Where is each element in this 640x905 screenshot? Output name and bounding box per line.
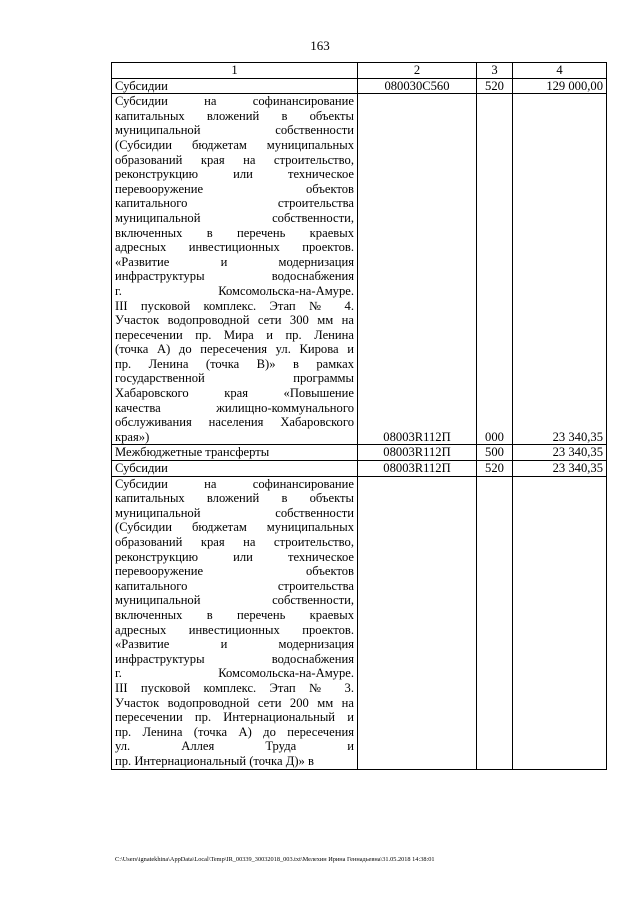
- description-line: пересечении пр. Интернациональный и: [115, 710, 354, 725]
- description-line: III пусковой комплекс. Этап № 4.: [115, 298, 354, 313]
- row-description: [112, 78, 358, 94]
- description-line: (точка А) до пересечения ул. Кирова и: [115, 342, 354, 357]
- row-amount: [513, 476, 607, 769]
- description-line: Субсидии: [115, 78, 168, 93]
- description-line: пересечении пр. Мира и пр. Ленина: [115, 327, 354, 342]
- row-code: [358, 476, 477, 769]
- row-expense-type: [477, 476, 513, 769]
- description-line: образований края на строительство,: [115, 535, 354, 549]
- row-expense-type: 500: [477, 445, 513, 461]
- description-line: образований края на строительство,: [115, 152, 354, 167]
- description-line: края»): [115, 429, 150, 444]
- row-expense-type: 520: [477, 78, 513, 94]
- description-line: адресных инвестиционных проектов.: [115, 622, 354, 637]
- row-code: 080030С560: [358, 78, 477, 94]
- table-row: [112, 94, 607, 445]
- table-row: [112, 476, 607, 769]
- description-line: муниципальной собственности: [115, 123, 354, 138]
- row-description: [112, 476, 358, 769]
- description-line: Субсидии на софинансирование: [115, 94, 354, 109]
- description-line: (Субсидии бюджетам муниципальных: [115, 520, 354, 535]
- description-line: инфраструктуры водоснабжения: [115, 651, 354, 666]
- description-line: Хабаровского края «Повышение: [115, 386, 354, 401]
- description-line: капитального строительства: [115, 196, 354, 211]
- description-line: включенных в перечень краевых: [115, 225, 354, 240]
- row-amount: 23 340,35: [513, 445, 607, 461]
- description-line: реконструкцию или техническое: [115, 549, 354, 564]
- description-line: инфраструктуры водоснабжения: [115, 269, 354, 284]
- header-col-1: 1: [112, 63, 358, 79]
- description-line: Участок водопроводной сети 200 мм на: [115, 695, 354, 710]
- description-line: перевооружение объектов: [115, 564, 354, 579]
- table-header-row: [112, 63, 607, 79]
- description-line: качества жилищно-коммунального: [115, 400, 354, 415]
- description-line: муниципальной собственности,: [115, 210, 354, 225]
- description-line: (Субсидии бюджетам муниципальных: [115, 137, 354, 152]
- description-line: Межбюджетные трансферты: [115, 445, 270, 460]
- description-line: Субсидии на софинансирование: [115, 476, 354, 491]
- description-line: капитальных вложений в объекты: [115, 491, 354, 506]
- header-col-4: 4: [513, 63, 607, 79]
- description-line: муниципальной собственности,: [115, 593, 354, 608]
- table-row: [112, 461, 607, 477]
- description-line: III пусковой комплекс. Этап № 3.: [115, 680, 354, 695]
- row-expense-type: 520: [477, 461, 513, 477]
- description-line: перевооружение объектов: [115, 181, 354, 196]
- row-description: [112, 94, 358, 445]
- description-line: капитальных вложений в объекты: [115, 108, 354, 123]
- row-code: 08003R112П: [358, 461, 477, 477]
- description-line: «Развитие и модернизация: [115, 254, 354, 269]
- row-expense-type: 000: [477, 94, 513, 445]
- row-description: [112, 461, 358, 477]
- description-line: пр. Ленина (точка В)» в рамках: [115, 356, 354, 371]
- row-amount: 23 340,35: [513, 94, 607, 445]
- table-row: [112, 445, 607, 461]
- description-line: «Развитие и модернизация: [115, 637, 354, 652]
- row-amount: 23 340,35: [513, 461, 607, 477]
- description-line: Участок водопроводной сети 300 мм на: [115, 313, 354, 328]
- description-line: капитального строительства: [115, 578, 354, 593]
- row-description: [112, 445, 358, 461]
- description-line: обслуживания населения Хабаровского: [115, 415, 354, 430]
- description-line: пр. Ленина (точка А) до пересечения: [115, 724, 354, 739]
- header-col-2: 2: [358, 63, 477, 79]
- description-line: г. Комсомольска-на-Амуре.: [115, 283, 354, 298]
- description-line: г. Комсомольска-на-Амуре.: [115, 666, 354, 681]
- budget-table: [111, 62, 607, 770]
- row-code: 08003R112П: [358, 445, 477, 461]
- description-line: пр. Интернациональный (точка Д)» в: [115, 753, 314, 768]
- description-line: адресных инвестиционных проектов.: [115, 240, 354, 255]
- description-line: включенных в перечень краевых: [115, 607, 354, 622]
- description-line: государственной программы: [115, 371, 354, 386]
- row-code: 08003R112П: [358, 94, 477, 445]
- description-line: реконструкцию или техническое: [115, 167, 354, 182]
- description-line: ул. Аллея Труда и: [115, 739, 354, 754]
- header-col-3: 3: [477, 63, 513, 79]
- description-line: муниципальной собственности: [115, 505, 354, 520]
- table-row: [112, 78, 607, 94]
- footer-file-path: C:\Users\ignatekhina\AppData\Local\Temp\IR_00339_30032018_003.txt\Мелехин Ирина Геннадьевна\31.05.2018 14:38:01: [115, 856, 435, 863]
- description-line: Субсидии: [115, 461, 168, 476]
- row-amount: 129 000,00: [513, 78, 607, 94]
- page-number: 163: [310, 38, 330, 53]
